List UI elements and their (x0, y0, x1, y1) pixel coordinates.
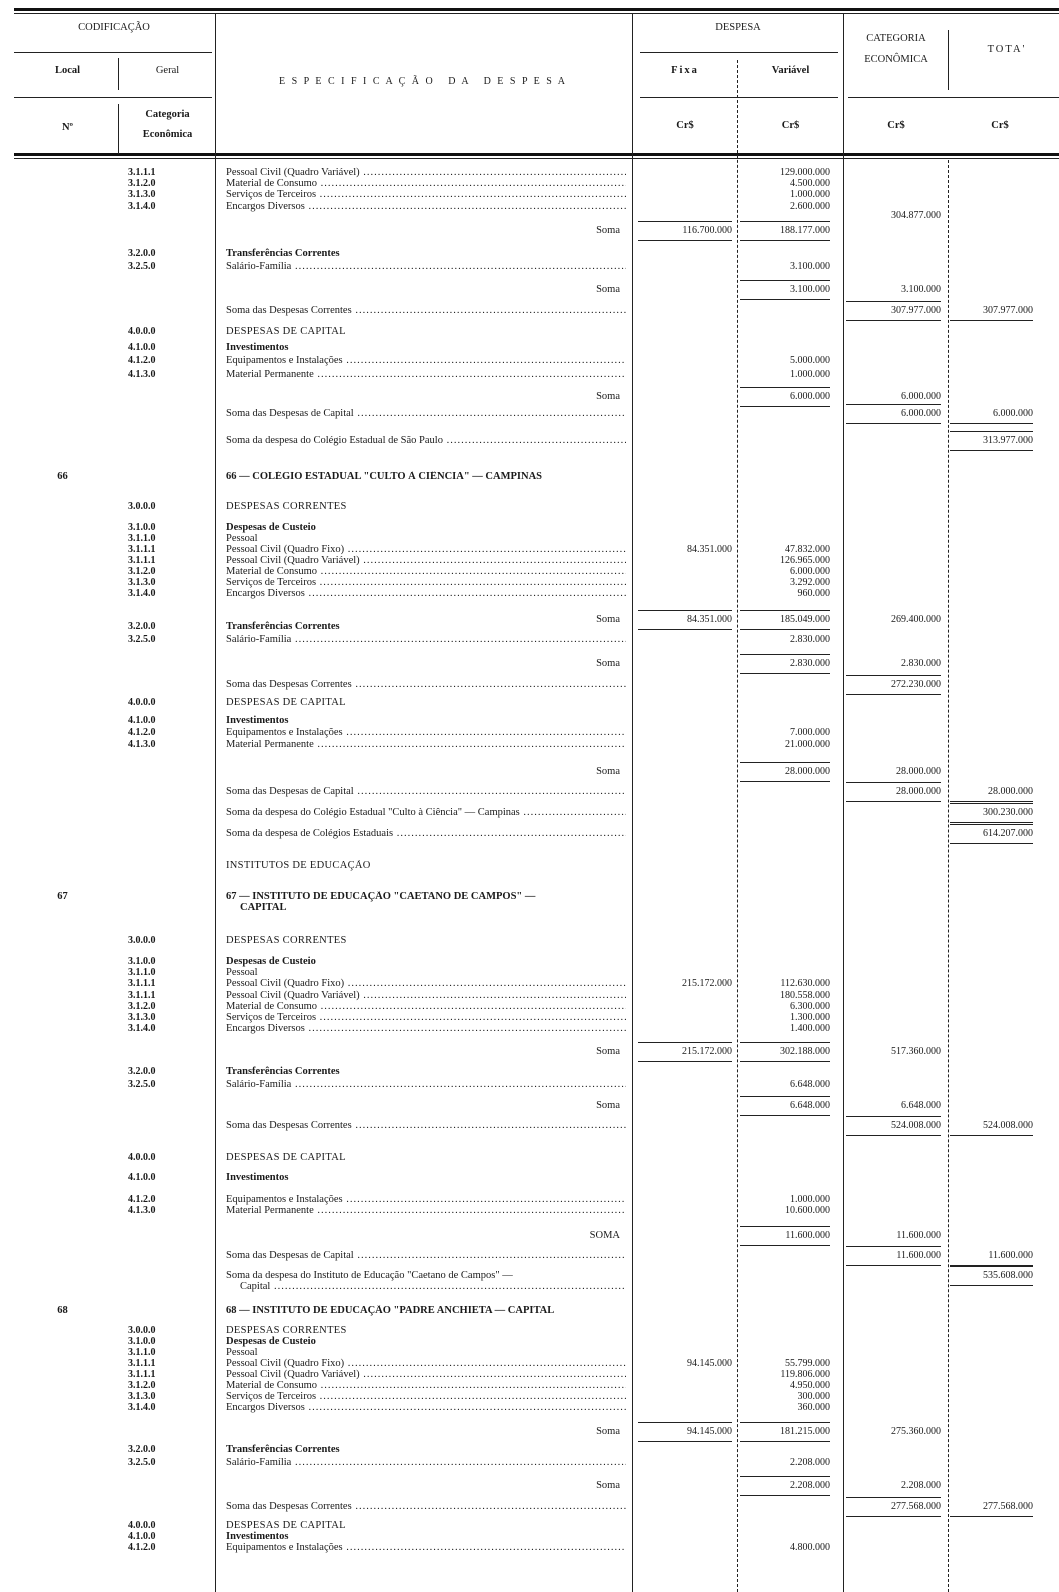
soma-label: Soma (596, 658, 620, 669)
category-code: 3.1.1.1 (128, 990, 156, 1001)
value-variavel: 1.000.000 (790, 189, 830, 200)
category-code: 4.1.2.0 (128, 727, 156, 738)
description: Encargos Diversos ..... (226, 1023, 626, 1035)
description: Material de Consumo ..... (226, 178, 626, 190)
value-variavel: 6.300.000 (790, 1001, 830, 1012)
value-categoria-economica: 2.830.000 (901, 658, 941, 669)
category-code: 4.1.2.0 (128, 1542, 156, 1553)
category-code: 3.1.3.0 (128, 1012, 156, 1023)
description: Pessoal (226, 1347, 258, 1358)
description: Despesas de Custeio (226, 522, 316, 533)
description: Investimentos (226, 342, 289, 353)
soma-label: Soma (596, 614, 620, 625)
header-rule (848, 97, 1059, 98)
description: Material Permanente ..... (226, 739, 626, 751)
table-row-subtotal (0, 305, 1059, 318)
header-categoria-line2: Econômica (142, 129, 193, 140)
description: Material Permanente ..... (226, 369, 626, 381)
value-variavel: 302.188.000 (740, 1042, 830, 1062)
description: Pessoal Civil (Quadro Fixo) ..... (226, 978, 626, 990)
value-variavel: 2.830.000 (740, 654, 830, 674)
value-total: 313.977.000 (950, 431, 1033, 451)
value-variavel: 47.832.000 (785, 544, 830, 555)
table-row-soma (0, 1426, 1059, 1439)
value-total: 614.207.000 (950, 824, 1033, 844)
description: DESPESAS CORRENTES (226, 935, 347, 946)
value-total: 535.608.000 (950, 1266, 1033, 1286)
category-code: 4.0.0.0 (128, 1520, 156, 1531)
category-code: 4.1.0.0 (128, 1172, 156, 1183)
header-categoria-line1: Categoria (145, 109, 190, 120)
header-currency-fixa: Cr$ (676, 120, 694, 131)
description: Soma da despesa do Instituto de Educação "Caetano de Campos" — (226, 1270, 513, 1281)
description: Soma das Despesas de Capital ..... (226, 408, 626, 420)
header-currency-total: Cr$ (991, 120, 1009, 131)
value-variavel: 21.000.000 (785, 739, 830, 750)
value-variavel: 4.950.000 (790, 1380, 830, 1391)
value-variavel: 185.049.000 (740, 610, 830, 630)
value-total: 6.000.000 (950, 408, 1033, 424)
value-fixa: 84.351.000 (687, 544, 732, 555)
soma-label: Soma (596, 1480, 620, 1491)
value-categoria-economica: 269.400.000 (891, 614, 941, 625)
category-code: 3.2.0.0 (128, 621, 156, 632)
value-variavel: 1.000.000 (790, 369, 830, 380)
description: Investimentos (226, 1172, 289, 1183)
description: DESPESAS CORRENTES (226, 1325, 347, 1336)
value-variavel: 6.648.000 (790, 1079, 830, 1090)
table-row-soma (0, 766, 1059, 779)
value-categoria-economica: 11.600.000 (896, 1230, 941, 1241)
description: INSTITUTOS DE EDUCAÇÃO (226, 860, 371, 871)
value-categoria-economica: 6.000.000 (846, 404, 941, 424)
description: 68 — INSTITUTO DE EDUCAÇÃO "PADRE ANCHIETA — CAPITAL (226, 1305, 555, 1316)
table-row-item (0, 1079, 1059, 1092)
category-code: 4.1.0.0 (128, 715, 156, 726)
description: Pessoal Civil (Quadro Variável) ..... (226, 990, 626, 1002)
description: Pessoal Civil (Quadro Fixo) ..... (226, 1358, 626, 1370)
value-variavel: 55.799.000 (785, 1358, 830, 1369)
value-variavel: 5.000.000 (790, 355, 830, 366)
category-code: 3.1.1.1 (128, 167, 156, 178)
header-local: Local (54, 65, 81, 76)
value-variavel: 112.630.000 (780, 978, 830, 989)
value-categoria-economica: 3.100.000 (901, 284, 941, 295)
soma-label: Soma (596, 766, 620, 777)
category-code: 3.1.4.0 (128, 201, 156, 212)
description: Salário-Família ..... (226, 634, 626, 646)
value-variavel: 6.000.000 (740, 387, 830, 407)
description: Salário-Família ..... (226, 1079, 626, 1091)
description: Soma da despesa do Colégio Estadual de São Paulo ..... (226, 435, 626, 447)
description: Pessoal (226, 533, 258, 544)
category-code: 3.1.0.0 (128, 956, 156, 967)
description: Encargos Diversos ..... (226, 1402, 626, 1414)
header-fixa: Fixa (671, 65, 699, 76)
description: DESPESAS CORRENTES (226, 501, 347, 512)
description: Salário-Família ..... (226, 261, 626, 273)
value-fixa: 84.351.000 (638, 610, 732, 630)
category-code: 3.0.0.0 (128, 935, 156, 946)
table-row-soma (0, 284, 1059, 297)
description: Transferências Correntes (226, 248, 340, 259)
description: Serviços de Terceiros ..... (226, 577, 626, 589)
category-code: 3.1.4.0 (128, 1402, 156, 1413)
local-number: 68 (57, 1305, 68, 1316)
soma-label: SOMA (589, 1230, 620, 1241)
table-row-subtotal (0, 1120, 1059, 1133)
description: Investimentos (226, 715, 289, 726)
value-variavel: 119.806.000 (780, 1369, 830, 1380)
category-code: 3.1.0.0 (128, 1336, 156, 1347)
description: Soma da despesa do Colégio Estadual "Culto à Ciência" — Campinas ..... (226, 807, 626, 819)
header-bottom-rule (14, 153, 1059, 156)
value-variavel: 4.800.000 (790, 1542, 830, 1553)
soma-label: Soma (596, 284, 620, 295)
category-code: 4.1.3.0 (128, 369, 156, 380)
value-total: 11.600.000 (950, 1250, 1033, 1266)
category-code: 3.2.5.0 (128, 1079, 156, 1090)
header-total: TOTA' (987, 44, 1027, 55)
value-categoria-economica: 272.230.000 (846, 675, 941, 695)
table-row-soma (0, 658, 1059, 671)
description: Equipamentos e Instalações ..... (226, 1194, 626, 1206)
table-row-total (0, 828, 1059, 841)
soma-label: Soma (596, 1426, 620, 1437)
value-categoria-economica: 307.977.000 (846, 301, 941, 321)
description-continuation: CAPITAL (240, 902, 287, 913)
table-row-total (0, 435, 1059, 448)
category-code: 3.1.4.0 (128, 1023, 156, 1034)
description: Serviços de Terceiros ..... (226, 189, 626, 201)
value-categoria-economica: 2.208.000 (901, 1480, 941, 1491)
description: Material Permanente ..... (226, 1205, 626, 1217)
value-variavel: 126.965.000 (780, 555, 830, 566)
category-code: 3.1.2.0 (128, 1380, 156, 1391)
description: DESPESAS DE CAPITAL (226, 326, 346, 337)
table-row-item (0, 1542, 1059, 1555)
value-fixa: 94.145.000 (687, 1358, 732, 1369)
local-number: 66 (57, 471, 68, 482)
table-row-item (0, 369, 1059, 382)
category-code: 4.1.3.0 (128, 739, 156, 750)
soma-label: Soma (596, 1046, 620, 1057)
value-variavel: 3.100.000 (740, 280, 830, 300)
header-geral: Geral (155, 65, 180, 76)
table-row-soma (0, 1480, 1059, 1493)
value-variavel: 360.000 (797, 1402, 830, 1413)
header-rule (640, 97, 838, 98)
table-row-item (0, 261, 1059, 274)
value-variavel: 960.000 (797, 588, 830, 599)
value-variavel: 3.292.000 (790, 577, 830, 588)
table-row-group (0, 248, 1059, 261)
table-row-total (0, 1270, 1059, 1292)
table-row-total (0, 807, 1059, 820)
category-code: 3.1.1.1 (128, 555, 156, 566)
category-code: 3.1.3.0 (128, 189, 156, 200)
value-variavel: 181.215.000 (740, 1422, 830, 1442)
value-total: 524.008.000 (950, 1120, 1033, 1136)
description: Pessoal Civil (Quadro Variável) ..... (226, 555, 626, 567)
value-variavel: 3.100.000 (790, 261, 830, 272)
category-code: 3.1.2.0 (128, 566, 156, 577)
value-categoria-economica: 11.600.000 (846, 1246, 941, 1266)
description: Soma das Despesas Correntes ..... (226, 1501, 626, 1513)
category-code: 3.1.1.1 (128, 1358, 156, 1369)
table-row-title (0, 471, 1059, 484)
description: Equipamentos e Instalações ..... (226, 727, 626, 739)
value-total: 277.568.000 (950, 1501, 1033, 1517)
category-code: 3.2.0.0 (128, 1066, 156, 1077)
value-variavel: 1.000.000 (790, 1194, 830, 1205)
top-rule (14, 13, 1059, 14)
description: 66 — COLÉGIO ESTADUAL "CULTO À CIÊNCIA" — CAMPINAS (226, 471, 543, 482)
description: DESPESAS DE CAPITAL (226, 1152, 346, 1163)
header-categoria-economica-2: ECONÔMICA (864, 54, 928, 65)
value-variavel: 1.400.000 (790, 1023, 830, 1034)
description: Investimentos (226, 1531, 289, 1542)
table-row-subtotal (0, 786, 1059, 799)
header-currency-categoria: Cr$ (887, 120, 905, 131)
description: Transferências Correntes (226, 621, 340, 632)
value-fixa: 116.700.000 (638, 221, 732, 241)
value-variavel: 188.177.000 (740, 221, 830, 241)
table-row-subtotal (0, 408, 1059, 421)
value-total: 28.000.000 (950, 786, 1033, 802)
value-variavel: 300.000 (797, 1391, 830, 1402)
category-code: 3.1.1.1 (128, 544, 156, 555)
category-code: 4.0.0.0 (128, 697, 156, 708)
table-row-section (0, 935, 1059, 948)
table-row-group (0, 621, 1059, 634)
category-code: 3.1.1.0 (128, 1347, 156, 1358)
value-variavel: 2.600.000 (790, 201, 830, 212)
value-variavel: 10.600.000 (785, 1205, 830, 1216)
header-especificacao: E S P E C I F I C A Ç Ã O D A D E S P E S A (278, 76, 568, 87)
header-divider (118, 104, 119, 154)
value-total: 300.230.000 (950, 803, 1033, 823)
table-row-soma (0, 1230, 1059, 1243)
table-row-item (0, 634, 1059, 647)
description: Pessoal (226, 967, 258, 978)
table-row-soma (0, 225, 1059, 238)
description: Transferências Correntes (226, 1444, 340, 1455)
category-code: 3.2.0.0 (128, 1444, 156, 1455)
category-code: 4.1.2.0 (128, 1194, 156, 1205)
category-code: 3.1.1.0 (128, 967, 156, 978)
soma-label: Soma (596, 225, 620, 236)
description: Equipamentos e Instalações ..... (226, 355, 626, 367)
description: Transferências Correntes (226, 1066, 340, 1077)
value-variavel: 6.648.000 (740, 1096, 830, 1116)
table-row-group (0, 1444, 1059, 1457)
value-categoria-economica: 304.877.000 (891, 210, 941, 221)
category-code: 3.2.5.0 (128, 261, 156, 272)
table-row-value (0, 210, 1059, 223)
category-code: 3.1.2.0 (128, 1001, 156, 1012)
category-code: 3.1.2.0 (128, 178, 156, 189)
table-row-item (0, 1205, 1059, 1218)
category-code: 3.0.0.0 (128, 501, 156, 512)
category-code: 3.1.1.1 (128, 978, 156, 989)
description: Encargos Diversos ..... (226, 201, 626, 213)
header-rule (14, 97, 212, 98)
table-row-title (0, 1305, 1059, 1318)
value-categoria-economica: 6.000.000 (901, 391, 941, 402)
header-categoria-economica-1: CATEGORIA (866, 33, 926, 44)
value-categoria-economica: 28.000.000 (846, 782, 941, 802)
category-code: 4.1.2.0 (128, 355, 156, 366)
value-variavel: 4.500.000 (790, 178, 830, 189)
header-numero: Nº (61, 122, 74, 133)
description: Soma das Despesas Correntes ..... (226, 679, 626, 691)
header-divider (118, 58, 119, 90)
table-row-subtotal (0, 1250, 1059, 1263)
category-code: 3.2.5.0 (128, 1457, 156, 1468)
description: Salário-Família ..... (226, 1457, 626, 1469)
value-variavel: 2.208.000 (790, 1457, 830, 1468)
value-fixa: 94.145.000 (638, 1422, 732, 1442)
category-code: 3.1.3.0 (128, 1391, 156, 1402)
description: Pessoal Civil (Quadro Fixo) ..... (226, 544, 626, 556)
table-row-item (0, 588, 1059, 601)
value-variavel: 1.300.000 (790, 1012, 830, 1023)
value-categoria-economica: 524.008.000 (846, 1116, 941, 1136)
value-variavel: 129.000.000 (780, 167, 830, 178)
header-bottom-rule-2 (14, 158, 1059, 159)
description: Material de Consumo ..... (226, 566, 626, 578)
description: Serviços de Terceiros ..... (226, 1012, 626, 1024)
table-row-subtotal (0, 1501, 1059, 1514)
category-code: 3.1.0.0 (128, 522, 156, 533)
value-variavel: 2.830.000 (790, 634, 830, 645)
description: Despesas de Custeio (226, 956, 316, 967)
table-row-item (0, 1457, 1059, 1470)
description: Pessoal Civil (Quadro Variável) ..... (226, 1369, 626, 1381)
description-continuation: Capital ..... (240, 1281, 626, 1293)
top-double-rule (14, 8, 1059, 11)
description: Despesas de Custeio (226, 1336, 316, 1347)
description: Equipamentos e Instalações ..... (226, 1542, 626, 1554)
value-categoria-economica: 6.648.000 (901, 1100, 941, 1111)
value-categoria-economica: 517.360.000 (891, 1046, 941, 1057)
category-code: 4.0.0.0 (128, 1152, 156, 1163)
description: Pessoal Civil (Quadro Variável) ..... (226, 167, 626, 179)
value-fixa: 215.172.000 (638, 1042, 732, 1062)
table-row-soma (0, 1046, 1059, 1059)
table-row-item (0, 1402, 1059, 1415)
description: DESPESAS DE CAPITAL (226, 697, 346, 708)
table-row-group (0, 342, 1059, 355)
header-rule (14, 52, 212, 53)
description: 67 — INSTITUTO DE EDUCAÇÃO "CAETANO DE CAMPOS" — (226, 891, 536, 902)
table-row-title (0, 891, 1059, 913)
table-row-item (0, 1023, 1059, 1036)
soma-label: Soma (596, 1100, 620, 1111)
description: Material de Consumo ..... (226, 1380, 626, 1392)
description: Encargos Diversos ..... (226, 588, 626, 600)
header-codificacao: CODIFICAÇÃO (78, 22, 150, 33)
local-number: 67 (57, 891, 68, 902)
table-row-subtotal (0, 679, 1059, 692)
table-row-item (0, 739, 1059, 752)
category-code: 4.1.0.0 (128, 342, 156, 353)
header-divider (948, 30, 949, 90)
table-row-group (0, 1066, 1059, 1079)
description: Soma das Despesas de Capital ..... (226, 786, 626, 798)
table-row-soma (0, 1100, 1059, 1113)
category-code: 3.2.0.0 (128, 248, 156, 259)
header-currency-variavel: Cr$ (781, 120, 800, 131)
table-row-item (0, 355, 1059, 368)
description: Serviços de Terceiros ..... (226, 1391, 626, 1403)
value-categoria-economica: 275.360.000 (891, 1426, 941, 1437)
value-total: 307.977.000 (950, 305, 1033, 321)
value-variavel: 2.208.000 (740, 1476, 830, 1496)
description: Soma das Despesas Correntes ..... (226, 305, 626, 317)
table-row-group (0, 1172, 1059, 1185)
description: Soma das Despesas Correntes ..... (226, 1120, 626, 1132)
category-code: 3.1.4.0 (128, 588, 156, 599)
value-categoria-economica: 28.000.000 (896, 766, 941, 777)
category-code: 3.1.3.0 (128, 577, 156, 588)
category-code: 4.0.0.0 (128, 326, 156, 337)
table-row-section (0, 860, 1059, 873)
value-categoria-economica: 277.568.000 (846, 1497, 941, 1517)
value-variavel: 6.000.000 (790, 566, 830, 577)
header-rule (640, 52, 838, 53)
description: DESPESAS DE CAPITAL (226, 1520, 346, 1531)
description: Soma das Despesas de Capital ..... (226, 1250, 626, 1262)
category-code: 3.0.0.0 (128, 1325, 156, 1336)
value-variavel: 180.558.000 (780, 990, 830, 1001)
description: Material de Consumo ..... (226, 1001, 626, 1013)
value-variavel: 28.000.000 (740, 762, 830, 782)
header-variavel: Variável (771, 65, 810, 76)
category-code: 3.1.1.1 (128, 1369, 156, 1380)
value-variavel: 11.600.000 (740, 1226, 830, 1246)
table-row-section (0, 326, 1059, 339)
value-variavel: 7.000.000 (790, 727, 830, 738)
value-fixa: 215.172.000 (682, 978, 732, 989)
header-despesa: DESPESA (715, 22, 761, 33)
category-code: 4.1.3.0 (128, 1205, 156, 1216)
category-code: 3.2.5.0 (128, 634, 156, 645)
soma-label: Soma (596, 391, 620, 402)
table-row-soma (0, 391, 1059, 404)
table-row-section (0, 1152, 1059, 1165)
description: Soma da despesa de Colégios Estaduais ..... (226, 828, 626, 840)
table-row-section (0, 697, 1059, 710)
table-row-section (0, 501, 1059, 514)
category-code: 3.1.1.0 (128, 533, 156, 544)
category-code: 4.1.0.0 (128, 1531, 156, 1542)
